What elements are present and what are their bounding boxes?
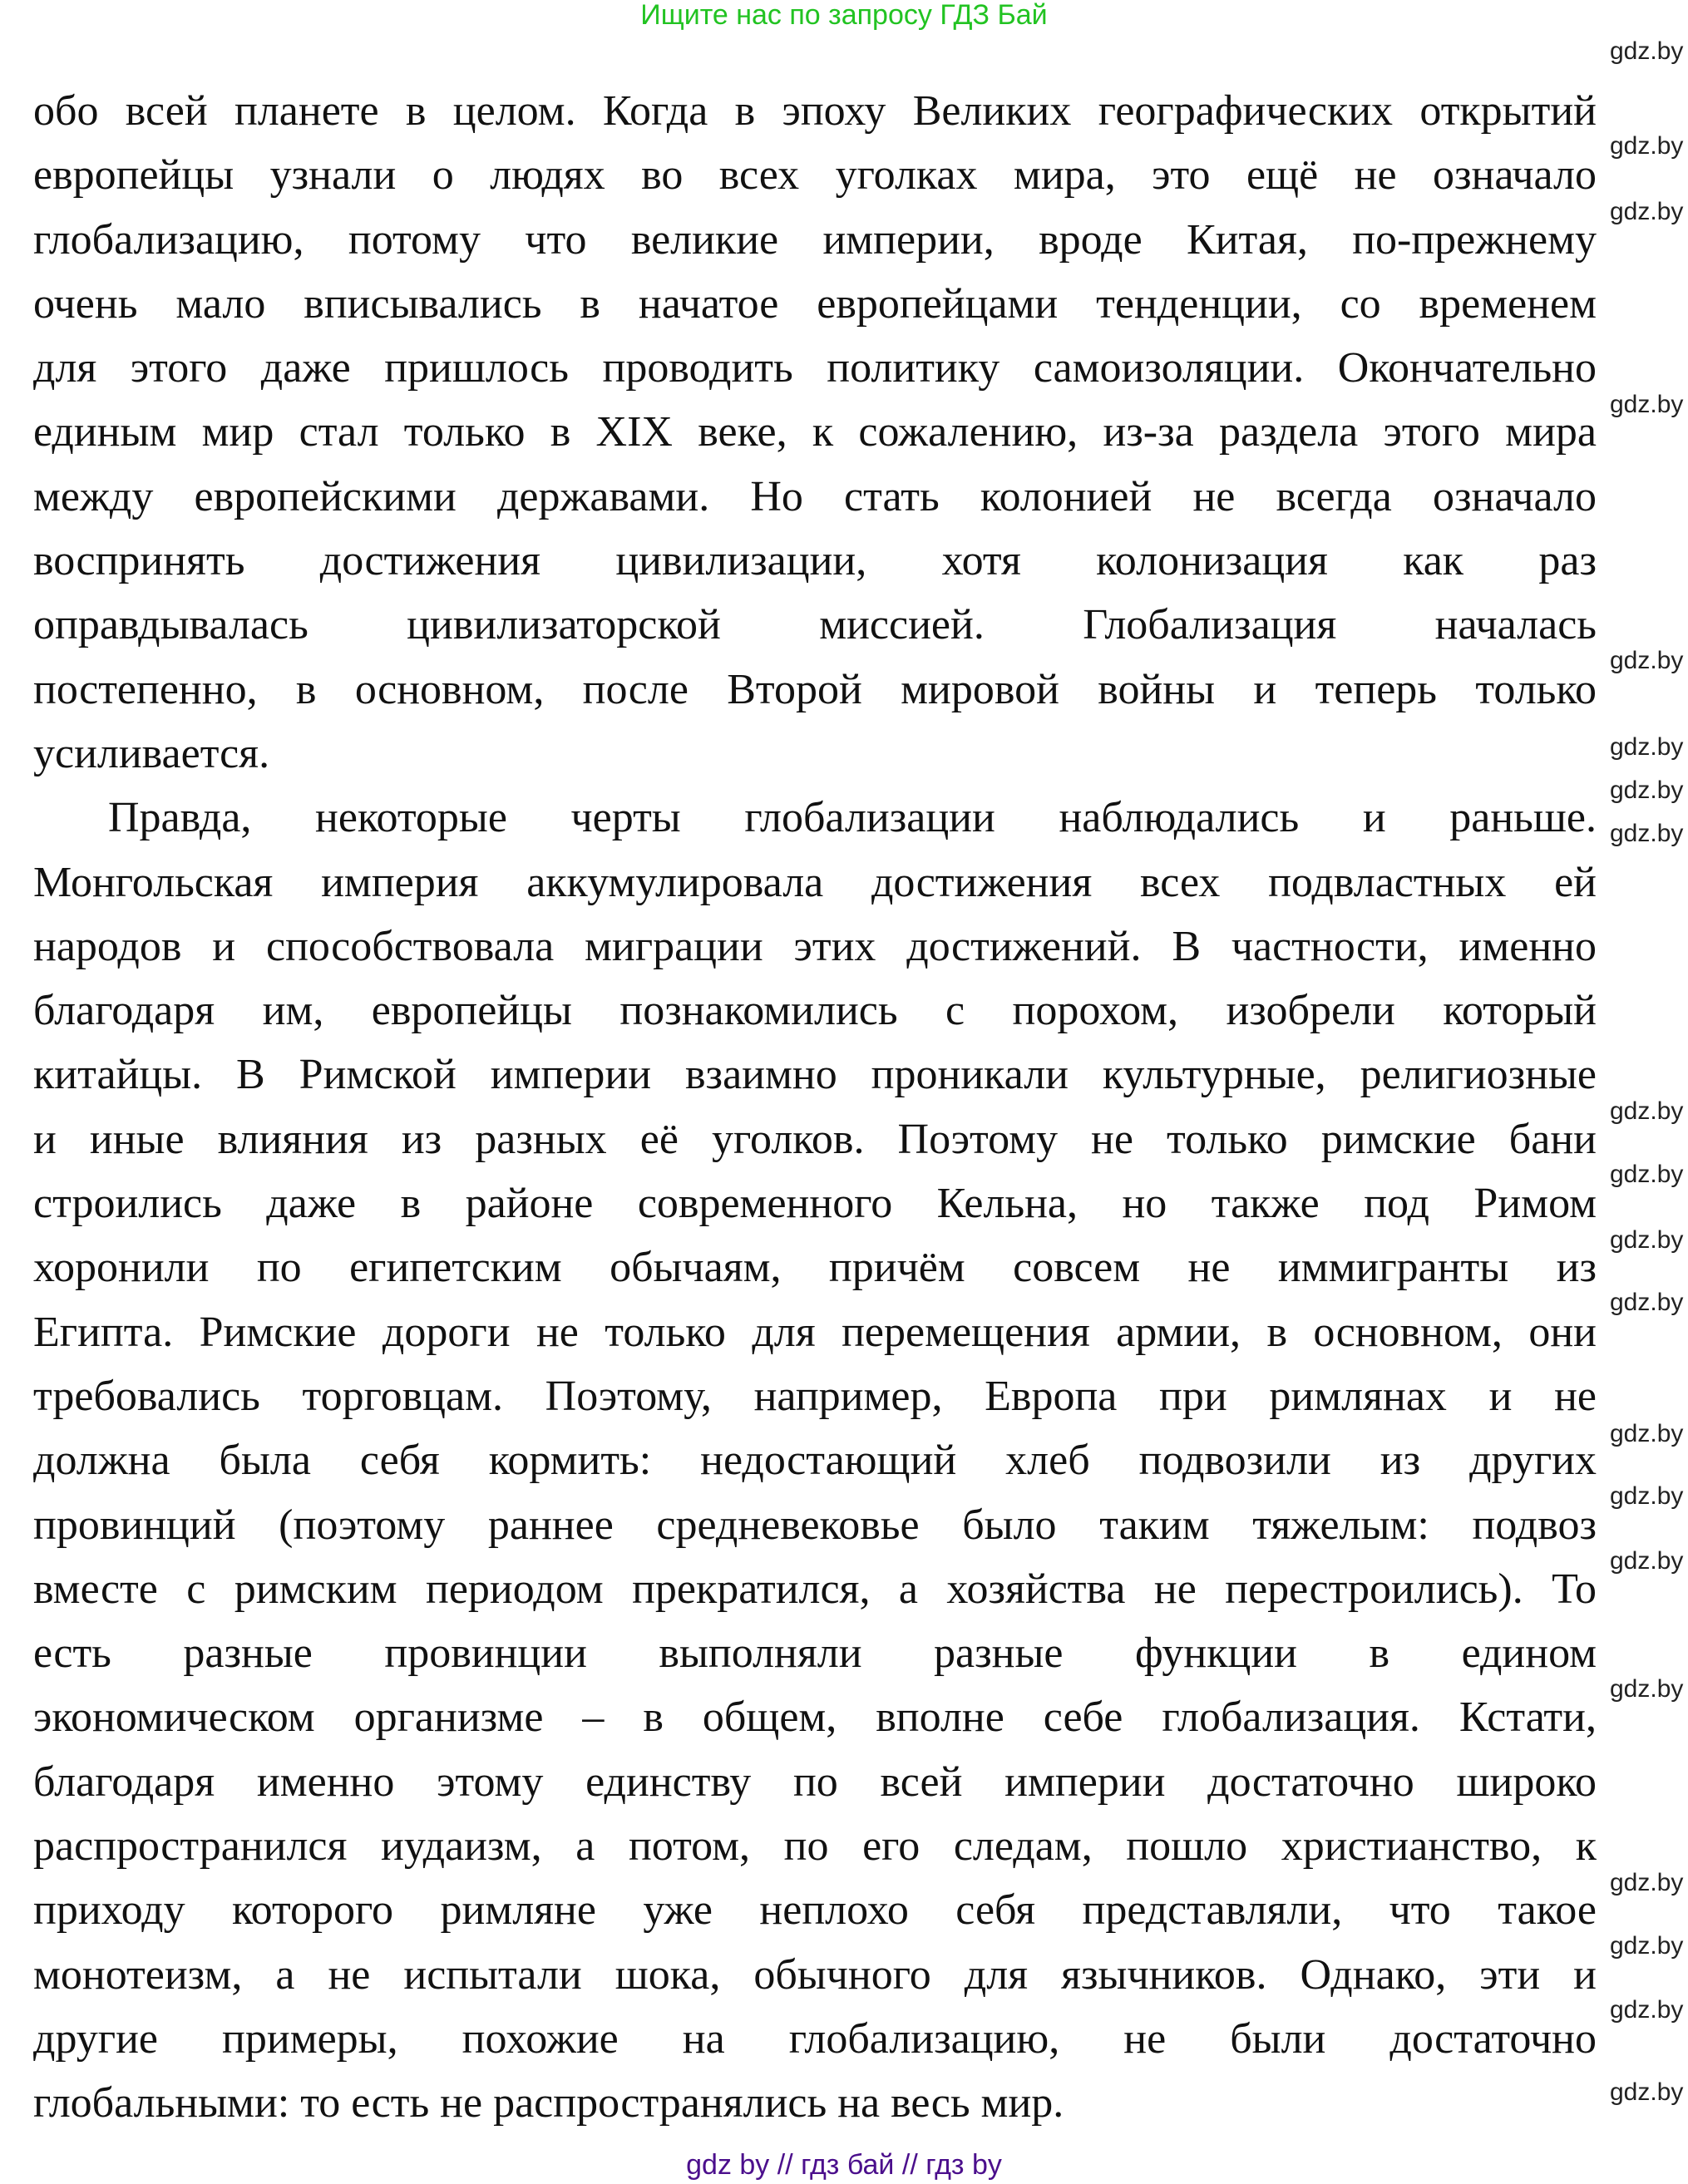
text-line: Правда, некоторые черты глобализации наблюдались и раньше. xyxy=(108,794,1597,842)
text-line: глобальными: то есть не распространялись на весь мир. xyxy=(33,2079,1064,2127)
text-line: требовались торговцам. Поэтому, например, Европа при римлянах и не xyxy=(33,1372,1597,1420)
text-line: воспринять достижения цивилизации, хотя колонизация как раз xyxy=(33,537,1597,585)
text-line: монотеизм, а не испытали шока, обычного для язычников. Однако, эти и xyxy=(33,1950,1597,1999)
watermark: gdz.by xyxy=(1610,1289,1684,1316)
text-line: распространился иудаизм, а потом, по его следам, пошло христианство, к xyxy=(33,1822,1597,1871)
watermark: gdz.by xyxy=(1610,1869,1684,1896)
watermark: gdz.by xyxy=(1610,132,1684,160)
watermark: gdz.by xyxy=(1610,1675,1684,1703)
text-line: обо всей планете в целом. Когда в эпоху Великих географических открытий xyxy=(33,87,1597,135)
text-line: вместе с римским периодом прекратился, а хозяйства не перестроились). То xyxy=(33,1565,1597,1613)
watermark: gdz.by xyxy=(1610,1161,1684,1188)
text-line: единым мир стал только в XIX веке, к сожалению, из-за раздела этого мира xyxy=(33,408,1597,456)
text-line: оправдывалась цивилизаторской миссией. Глобализация началась xyxy=(33,601,1597,649)
text-line: между европейскими державами. Но стать колонией не всегда означало xyxy=(33,472,1597,520)
watermark: gdz.by xyxy=(1610,647,1684,674)
text-line: европейцы узнали о людях во всех уголках мира, это ещё не означало xyxy=(33,151,1597,200)
watermark: gdz.by xyxy=(1610,198,1684,225)
watermark: gdz.by xyxy=(1610,1932,1684,1960)
text-line: приходу которого римляне уже неплохо себя представляли, что такое xyxy=(33,1886,1597,1935)
text-line: народов и способствовала миграции этих достижений. В частности, именно xyxy=(33,922,1597,970)
text-line: есть разные провинции выполняли разные функции в едином xyxy=(33,1629,1597,1678)
footer-links[interactable]: gdz by // гдз бай // гдз by xyxy=(686,2149,1002,2181)
text-line: должна была себя кормить: недостающий хлеб подвозили из других xyxy=(33,1437,1597,1485)
text-line: благодаря им, европейцы познакомились с порохом, изобрели который xyxy=(33,987,1597,1035)
search-banner: Ищите нас по запросу ГДЗ Бай xyxy=(640,0,1048,31)
watermark: gdz.by xyxy=(1610,776,1684,804)
watermark: gdz.by xyxy=(1610,2078,1684,2106)
watermark: gdz.by xyxy=(1610,733,1684,761)
watermark: gdz.by xyxy=(1610,1097,1684,1125)
text-line: Монгольская империя аккумулировала достижения всех подвластных ей xyxy=(33,858,1597,906)
watermark: gdz.by xyxy=(1610,1420,1684,1447)
text-line: китайцы. В Римской империи взаимно проникали культурные, религиозные xyxy=(33,1051,1597,1099)
text-line: экономическом организме – в общем, вполне себе глобализация. Кстати, xyxy=(33,1693,1597,1742)
text-line: провинций (поэтому раннее средневековье было таким тяжелым: подвоз xyxy=(33,1501,1597,1549)
document-body xyxy=(33,79,1597,2136)
text-line: Египта. Римские дороги не только для перемещения армии, в основном, они xyxy=(33,1308,1597,1356)
watermark: gdz.by xyxy=(1610,391,1684,418)
watermark: gdz.by xyxy=(1610,37,1684,65)
watermark: gdz.by xyxy=(1610,1482,1684,1510)
text-line: и иные влияния из разных её уголков. Поэтому не только римские бани xyxy=(33,1115,1597,1163)
text-line: благодаря именно этому единству по всей империи достаточно широко xyxy=(33,1758,1597,1806)
watermark: gdz.by xyxy=(1610,1996,1684,2024)
text-line: глобализацию, потому что великие империи, вроде Китая, по-прежнему xyxy=(33,215,1597,264)
text-line: хоронили по египетским обычаям, причём совсем не иммигранты из xyxy=(33,1244,1597,1292)
watermark: gdz.by xyxy=(1610,820,1684,847)
text-line: очень мало вписывались в начатое европейцами тенденции, со временем xyxy=(33,279,1597,328)
text-line: постепенно, в основном, после Второй мировой войны и теперь только xyxy=(33,665,1597,713)
watermark: gdz.by xyxy=(1610,1226,1684,1254)
text-line: другие примеры, похожие на глобализацию, не были достаточно xyxy=(33,2014,1597,2063)
text-line: усиливается. xyxy=(33,729,270,777)
text-line: строились даже в районе современного Кельна, но также под Римом xyxy=(33,1180,1597,1228)
watermark: gdz.by xyxy=(1610,1547,1684,1575)
text-line: для этого даже пришлось проводить политику самоизоляции. Окончательно xyxy=(33,344,1597,392)
